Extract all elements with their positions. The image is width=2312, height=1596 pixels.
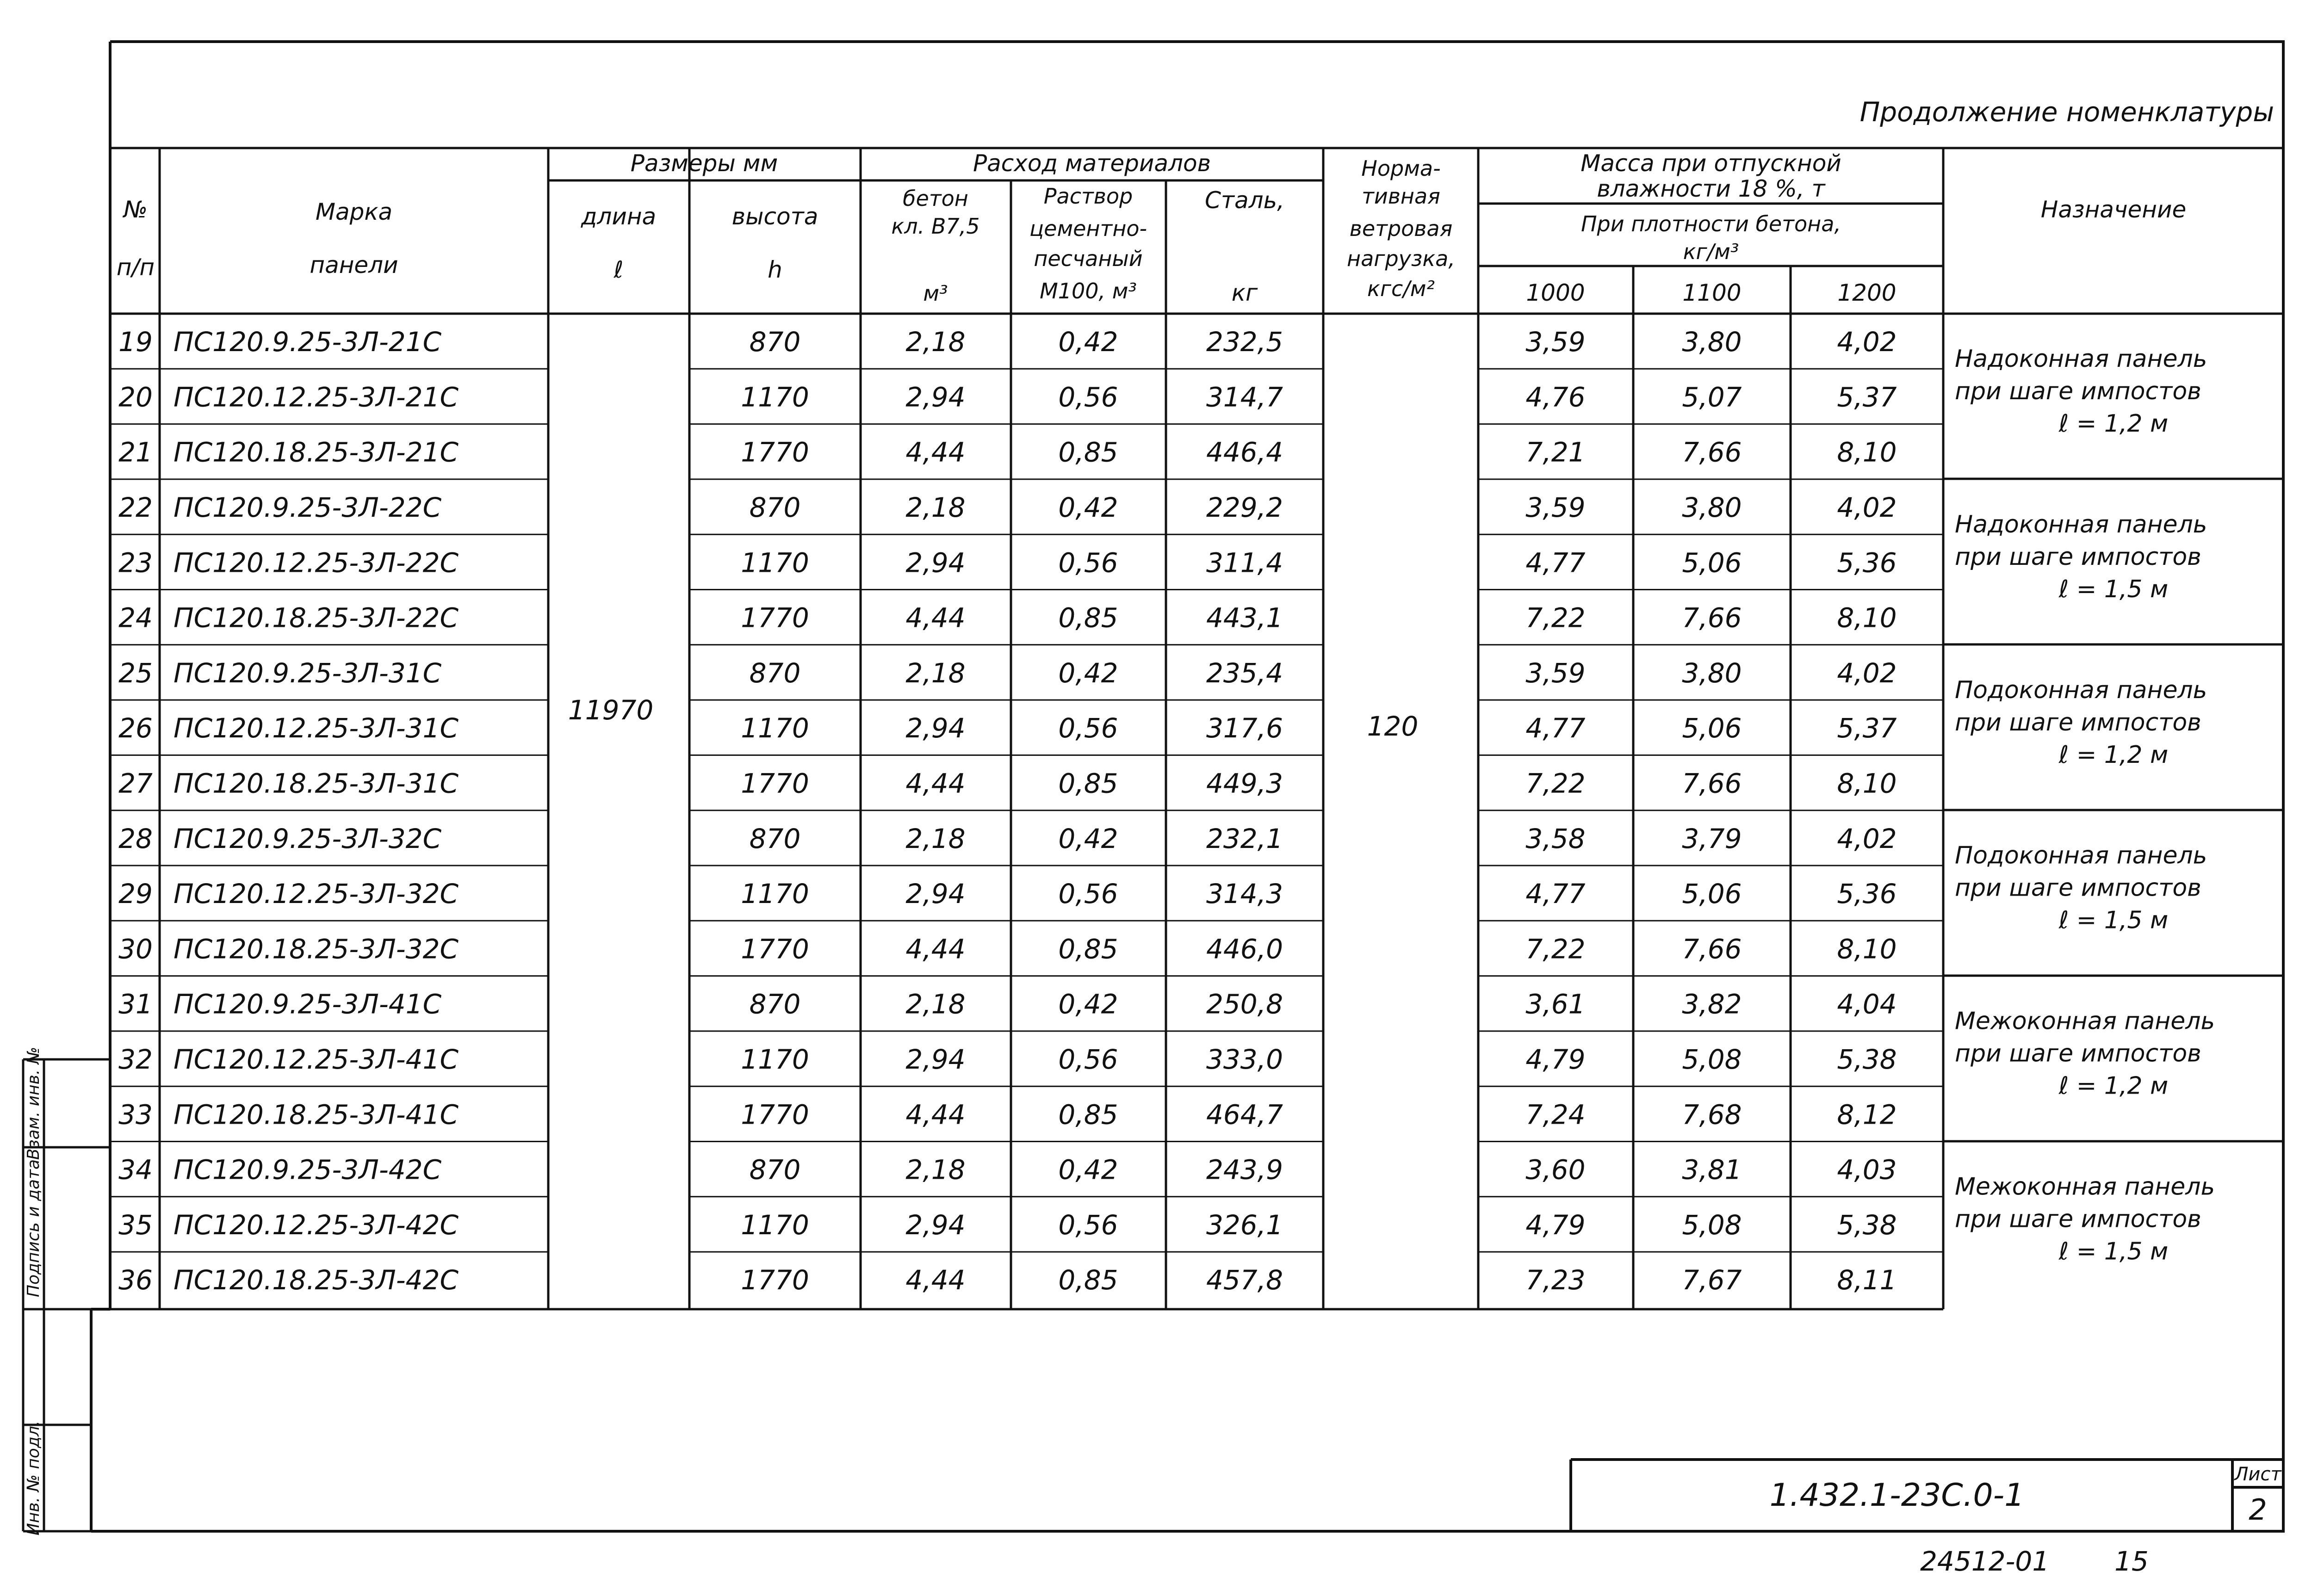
archive-code: 24512-01 xyxy=(1920,1546,2050,1577)
mass-1100-value: 3,82 xyxy=(1682,988,1742,1020)
panel-mark: ПС120.18.25-3Л-31С xyxy=(174,767,459,799)
col-mark-sub: панели xyxy=(310,252,398,278)
document-code: 1.432.1-23С.0-1 xyxy=(1769,1477,2025,1514)
height-value: 870 xyxy=(749,657,801,689)
mass-1000-value: 3,60 xyxy=(1525,1154,1586,1186)
col-length-symbol: ℓ xyxy=(614,256,624,283)
concrete-value: 2,18 xyxy=(905,1154,966,1186)
concrete-value: 2,94 xyxy=(905,1209,966,1241)
mass-1200-value: 4,02 xyxy=(1837,657,1897,689)
height-value: 1770 xyxy=(741,1264,809,1296)
row-number: 34 xyxy=(118,1154,153,1186)
height-value: 1770 xyxy=(741,1099,809,1131)
row-number: 20 xyxy=(118,381,153,413)
purpose-note-line3: ℓ = 1,5 м xyxy=(2058,906,2169,934)
concrete-value: 4,44 xyxy=(905,767,966,799)
panel-mark: ПС120.18.25-3Л-32С xyxy=(174,933,459,965)
continuation-caption: Продолжение номенклатуры xyxy=(1860,96,2274,128)
table-row xyxy=(118,492,1897,523)
concrete-value: 4,44 xyxy=(905,436,966,468)
panel-mark: ПС120.9.25-3Л-42С xyxy=(174,1154,442,1186)
concrete-value: 4,44 xyxy=(905,933,966,965)
mass-1100-value: 5,08 xyxy=(1682,1209,1742,1241)
col-mark-label: Марка xyxy=(315,198,393,225)
purpose-note-line3: ℓ = 1,2 м xyxy=(2058,410,2169,438)
panel-mark: ПС120.9.25-3Л-21С xyxy=(174,326,442,358)
purpose-note-line1: Межоконная панель xyxy=(1955,1007,2215,1035)
purpose-note-line1: Межоконная панель xyxy=(1955,1173,2215,1201)
col-num-label: № xyxy=(123,196,148,223)
mass-1200-value: 8,10 xyxy=(1837,436,1897,468)
steel-value: 229,2 xyxy=(1206,492,1283,523)
table-row xyxy=(118,326,1897,358)
table-row xyxy=(118,712,1897,744)
purpose-note-line1: Надоконная панель xyxy=(1955,510,2207,538)
row-number: 36 xyxy=(118,1264,153,1296)
col-concrete-class: кл. В7,5 xyxy=(891,214,980,239)
col-purpose-label: Назначение xyxy=(2040,196,2187,223)
mass-1200-value: 4,02 xyxy=(1837,326,1897,358)
steel-value: 314,7 xyxy=(1206,381,1283,413)
col-wind-line2: тивная xyxy=(1362,184,1440,209)
mass-1000-value: 7,22 xyxy=(1525,933,1586,965)
mortar-value: 0,42 xyxy=(1058,326,1118,358)
table-row xyxy=(118,1154,1897,1186)
mass-1100-value: 5,07 xyxy=(1682,381,1742,413)
mortar-value: 0,56 xyxy=(1058,547,1118,579)
col-density-1200: 1200 xyxy=(1837,279,1897,306)
sizes-group-label: Размеры мм xyxy=(630,150,778,177)
panel-mark: ПС120.9.25-3Л-41С xyxy=(174,988,442,1020)
density-label: При плотности бетона, xyxy=(1581,211,1841,236)
table-row xyxy=(118,989,1897,1020)
concrete-value: 4,44 xyxy=(905,1099,966,1131)
mass-1000-value: 7,22 xyxy=(1525,767,1586,799)
mass-1100-value: 7,66 xyxy=(1682,436,1742,468)
mass-1200-value: 4,03 xyxy=(1837,1154,1897,1186)
col-mortar-line2: цементно- xyxy=(1029,216,1147,241)
height-value: 1770 xyxy=(741,767,809,799)
mass-1000-value: 3,59 xyxy=(1525,657,1586,689)
steel-value: 250,8 xyxy=(1206,988,1283,1020)
concrete-value: 2,18 xyxy=(905,988,966,1020)
table-row xyxy=(118,602,1897,634)
row-number: 23 xyxy=(118,547,153,579)
purpose-note-line1: Надоконная панель xyxy=(1955,345,2207,373)
panel-mark: ПС120.12.25-3Л-42С xyxy=(174,1209,459,1241)
mass-1000-value: 7,24 xyxy=(1525,1099,1586,1131)
steel-value: 333,0 xyxy=(1206,1044,1283,1075)
col-mortar-label: Раствор xyxy=(1043,184,1133,209)
mass-1000-value: 4,79 xyxy=(1525,1044,1586,1075)
mass-1100-value: 7,68 xyxy=(1682,1099,1742,1131)
concrete-value: 2,94 xyxy=(905,1044,966,1075)
height-value: 1170 xyxy=(741,1044,809,1075)
steel-value: 314,3 xyxy=(1206,878,1283,910)
concrete-value: 2,18 xyxy=(905,657,966,689)
purpose-note-line3: ℓ = 1,2 м xyxy=(2058,1072,2169,1100)
mortar-value: 0,85 xyxy=(1058,933,1118,965)
table-row xyxy=(118,547,1897,578)
purpose-note-line3: ℓ = 1,5 м xyxy=(2058,1237,2169,1266)
mass-1200-value: 5,38 xyxy=(1837,1044,1897,1075)
height-value: 1170 xyxy=(741,712,809,744)
panel-mark: ПС120.12.25-3Л-22С xyxy=(174,547,459,579)
row-number: 26 xyxy=(118,712,153,744)
stamp-replace-inv: Взам. инв. № xyxy=(24,1046,43,1160)
panel-mark: ПС120.12.25-3Л-21С xyxy=(174,381,459,413)
merged-length-value: 11970 xyxy=(568,694,654,726)
steel-value: 446,4 xyxy=(1206,436,1283,468)
steel-value: 446,0 xyxy=(1206,933,1283,965)
row-number: 33 xyxy=(118,1099,153,1131)
page-number: 15 xyxy=(2114,1546,2149,1577)
panel-mark: ПС120.12.25-3Л-32С xyxy=(174,878,459,910)
row-number: 30 xyxy=(118,933,153,965)
purpose-note-line3: ℓ = 1,2 м xyxy=(2058,741,2169,769)
table-row xyxy=(118,933,1897,965)
purpose-note-line2: при шаге импостов xyxy=(1955,708,2201,736)
purpose-column xyxy=(1955,345,2215,1266)
height-value: 1770 xyxy=(741,602,809,634)
mass-1200-value: 4,04 xyxy=(1837,988,1897,1020)
mass-1200-value: 4,02 xyxy=(1837,823,1897,854)
mass-1100-value: 3,81 xyxy=(1682,1154,1742,1186)
panel-mark: ПС120.12.25-3Л-41С xyxy=(174,1044,459,1075)
mortar-value: 0,42 xyxy=(1058,657,1118,689)
col-concrete-label: бетон xyxy=(903,186,968,211)
steel-value: 464,7 xyxy=(1206,1099,1283,1131)
steel-value: 317,6 xyxy=(1206,712,1283,744)
col-density-1000: 1000 xyxy=(1526,279,1585,306)
row-number: 27 xyxy=(118,767,153,799)
sheet-label: Лист xyxy=(2234,1464,2281,1485)
concrete-value: 4,44 xyxy=(905,602,966,634)
row-number: 22 xyxy=(118,492,153,523)
col-steel-label: Сталь, xyxy=(1205,187,1284,214)
mortar-value: 0,56 xyxy=(1058,381,1118,413)
mass-1000-value: 4,76 xyxy=(1525,381,1586,413)
row-number: 24 xyxy=(118,602,153,634)
mass-1100-value: 7,66 xyxy=(1682,602,1742,634)
mass-1100-value: 3,79 xyxy=(1682,823,1742,854)
height-value: 870 xyxy=(749,988,801,1020)
row-number: 29 xyxy=(118,878,153,910)
purpose-note-line1: Подоконная панель xyxy=(1955,841,2207,870)
mass-group-sub: влажности 18 %, т xyxy=(1597,175,1825,202)
purpose-note-line2: при шаге импостов xyxy=(1955,1039,2201,1068)
col-wind-line3: ветровая xyxy=(1349,216,1453,241)
table-row xyxy=(118,381,1897,413)
table-row xyxy=(118,1209,1897,1241)
steel-value: 232,5 xyxy=(1206,326,1283,358)
mass-1000-value: 4,77 xyxy=(1525,547,1586,579)
mass-1200-value: 5,37 xyxy=(1837,381,1897,413)
mass-1000-value: 4,77 xyxy=(1525,878,1586,910)
col-density-1100: 1100 xyxy=(1682,279,1742,306)
mortar-value: 0,42 xyxy=(1058,1154,1118,1186)
mortar-value: 0,42 xyxy=(1058,823,1118,854)
mass-1100-value: 3,80 xyxy=(1682,657,1742,689)
mass-1100-value: 3,80 xyxy=(1682,326,1742,358)
col-wind-line1: Норма- xyxy=(1361,156,1441,181)
mass-1200-value: 8,10 xyxy=(1837,767,1897,799)
mass-1200-value: 4,02 xyxy=(1837,492,1897,523)
steel-value: 457,8 xyxy=(1206,1264,1283,1296)
table-row xyxy=(118,1099,1897,1130)
mass-1000-value: 3,61 xyxy=(1525,988,1586,1020)
col-length-label: длина xyxy=(581,203,657,230)
mortar-value: 0,42 xyxy=(1058,492,1118,523)
row-number: 28 xyxy=(118,823,153,854)
panel-mark: ПС120.12.25-3Л-31С xyxy=(174,712,459,744)
panel-mark: ПС120.9.25-3Л-22С xyxy=(174,492,442,523)
mortar-value: 0,56 xyxy=(1058,1044,1118,1075)
mass-1200-value: 8,10 xyxy=(1837,602,1897,634)
mass-1000-value: 7,21 xyxy=(1525,436,1586,468)
panel-mark: ПС120.9.25-3Л-32С xyxy=(174,823,442,854)
concrete-value: 2,18 xyxy=(905,326,966,358)
mass-1100-value: 5,06 xyxy=(1682,878,1742,910)
mortar-value: 0,56 xyxy=(1058,1209,1118,1241)
mass-1100-value: 7,66 xyxy=(1682,933,1742,965)
sheet-number: 2 xyxy=(2249,1493,2267,1527)
steel-value: 232,1 xyxy=(1206,823,1283,854)
stamp-sign-date: Подпись и дата xyxy=(24,1159,43,1298)
steel-value: 443,1 xyxy=(1206,602,1283,634)
mass-1000-value: 3,58 xyxy=(1525,823,1586,854)
height-value: 1770 xyxy=(741,933,809,965)
mass-1000-value: 3,59 xyxy=(1525,326,1586,358)
purpose-note-line2: при шаге импостов xyxy=(1955,1205,2201,1233)
steel-value: 243,9 xyxy=(1206,1154,1283,1186)
purpose-note-line1: Подоконная панель xyxy=(1955,676,2207,704)
purpose-note-line2: при шаге импостов xyxy=(1955,377,2201,405)
table-row xyxy=(118,1044,1897,1075)
steel-value: 235,4 xyxy=(1206,657,1283,689)
height-value: 870 xyxy=(749,1154,801,1186)
mortar-value: 0,85 xyxy=(1058,767,1118,799)
row-number: 31 xyxy=(118,988,153,1020)
mass-1200-value: 8,10 xyxy=(1837,933,1897,965)
concrete-value: 2,94 xyxy=(905,878,966,910)
height-value: 1170 xyxy=(741,381,809,413)
height-value: 1170 xyxy=(741,878,809,910)
mass-1200-value: 8,11 xyxy=(1837,1264,1897,1296)
mass-1000-value: 4,79 xyxy=(1525,1209,1586,1241)
steel-value: 326,1 xyxy=(1206,1209,1283,1241)
mass-1200-value: 5,38 xyxy=(1837,1209,1897,1241)
height-value: 870 xyxy=(749,823,801,854)
mortar-value: 0,85 xyxy=(1058,1099,1118,1131)
mortar-value: 0,85 xyxy=(1058,602,1118,634)
row-number: 19 xyxy=(118,326,153,358)
concrete-value: 2,18 xyxy=(905,823,966,854)
mass-1000-value: 4,77 xyxy=(1525,712,1586,744)
table-row xyxy=(118,1264,1897,1296)
mass-1100-value: 7,66 xyxy=(1682,767,1742,799)
col-height-symbol: h xyxy=(768,256,782,283)
table-row xyxy=(118,823,1897,854)
col-mortar-line3: песчаный xyxy=(1034,246,1143,271)
row-number: 21 xyxy=(118,436,153,468)
concrete-value: 2,94 xyxy=(905,381,966,413)
col-mortar-line4: М100, м³ xyxy=(1040,278,1137,303)
mass-1000-value: 7,23 xyxy=(1525,1264,1586,1296)
materials-group-label: Расход материалов xyxy=(973,150,1211,177)
mass-1200-value: 5,36 xyxy=(1837,547,1897,579)
row-number: 32 xyxy=(118,1044,153,1075)
height-value: 1170 xyxy=(741,547,809,579)
mass-1100-value: 5,06 xyxy=(1682,547,1742,579)
mass-1200-value: 5,37 xyxy=(1837,712,1897,744)
mass-1000-value: 3,59 xyxy=(1525,492,1586,523)
mass-1000-value: 7,22 xyxy=(1525,602,1586,634)
table-row xyxy=(118,768,1897,799)
table-row xyxy=(118,437,1897,468)
purpose-note-line2: при шаге импостов xyxy=(1955,874,2201,902)
mortar-value: 0,56 xyxy=(1058,712,1118,744)
density-unit: кг/м³ xyxy=(1683,239,1739,264)
col-steel-unit: кг xyxy=(1231,279,1258,306)
panel-mark: ПС120.18.25-3Л-41С xyxy=(174,1099,459,1131)
mass-1100-value: 5,06 xyxy=(1682,712,1742,744)
col-concrete-unit: м³ xyxy=(923,281,948,306)
panel-mark: ПС120.18.25-3Л-22С xyxy=(174,602,459,634)
panel-mark: ПС120.9.25-3Л-31С xyxy=(174,657,442,689)
row-number: 25 xyxy=(118,657,153,689)
mass-1100-value: 7,67 xyxy=(1682,1264,1742,1296)
col-wind-line4: нагрузка, xyxy=(1347,246,1455,271)
col-num-sub: п/п xyxy=(116,254,155,281)
panel-mark: ПС120.18.25-3Л-42С xyxy=(174,1264,459,1296)
row-number: 35 xyxy=(118,1209,153,1241)
mortar-value: 0,42 xyxy=(1058,988,1118,1020)
concrete-value: 2,18 xyxy=(905,492,966,523)
height-value: 1770 xyxy=(741,436,809,468)
table-row xyxy=(118,657,1897,689)
purpose-note-line3: ℓ = 1,5 м xyxy=(2058,575,2169,603)
merged-wind-value: 120 xyxy=(1367,711,1419,742)
purpose-note-line2: при шаге импостов xyxy=(1955,543,2201,571)
mortar-value: 0,85 xyxy=(1058,436,1118,468)
height-value: 870 xyxy=(749,326,801,358)
mass-1100-value: 3,80 xyxy=(1682,492,1742,523)
table-header xyxy=(117,150,2186,306)
panel-mark: ПС120.18.25-3Л-21С xyxy=(174,436,459,468)
mortar-value: 0,85 xyxy=(1058,1264,1118,1296)
stamp-inv-no: Инв. № подл. xyxy=(24,1420,43,1536)
height-value: 1170 xyxy=(741,1209,809,1241)
concrete-value: 2,94 xyxy=(905,547,966,579)
height-value: 870 xyxy=(749,492,801,523)
mass-1200-value: 5,36 xyxy=(1837,878,1897,910)
steel-value: 449,3 xyxy=(1206,767,1283,799)
mortar-value: 0,56 xyxy=(1058,878,1118,910)
col-wind-unit: кгс/м² xyxy=(1367,276,1435,301)
col-height-label: высота xyxy=(731,203,818,230)
mass-1200-value: 8,12 xyxy=(1837,1099,1897,1131)
mass-1100-value: 5,08 xyxy=(1682,1044,1742,1075)
steel-value: 311,4 xyxy=(1206,547,1283,579)
concrete-value: 4,44 xyxy=(905,1264,966,1296)
concrete-value: 2,94 xyxy=(905,712,966,744)
mass-group-label: Масса при отпускной xyxy=(1581,150,1841,177)
table-row xyxy=(118,878,1897,909)
